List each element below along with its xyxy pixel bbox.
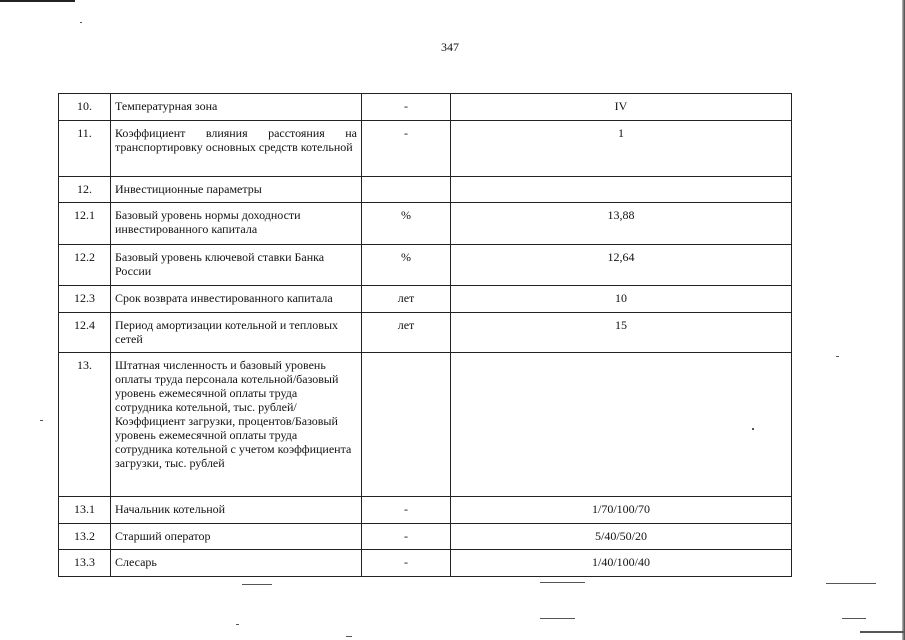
parameters-table xyxy=(58,93,792,577)
row-value: 1 xyxy=(451,121,792,177)
row-value: 1/40/100/40 xyxy=(451,550,792,577)
table-row xyxy=(59,286,792,313)
row-name: Инвестиционные параметры xyxy=(111,177,362,203)
row-name: Слесарь xyxy=(111,550,362,577)
row-unit: % xyxy=(362,245,451,286)
row-number: 12. xyxy=(59,177,111,203)
row-unit xyxy=(362,177,451,203)
table-row xyxy=(59,245,792,286)
row-name: Период амортизации котельной и тепловых сетей xyxy=(111,313,362,353)
table-row xyxy=(59,313,792,353)
scan-speck xyxy=(540,582,585,583)
page-number: 347 xyxy=(441,40,459,54)
scan-speck xyxy=(40,420,43,421)
row-value: 13,88 xyxy=(451,203,792,245)
row-number: 13. xyxy=(59,353,111,497)
row-name: Базовый уровень ключевой ставки Банка России xyxy=(111,245,362,286)
scan-edge-top xyxy=(0,0,75,2)
scan-speck xyxy=(346,636,352,637)
row-name: Штатная численность и базовый уровень оплаты труда персонала котельной/базовый уровень ежемесячной оплаты труда сотрудника котельной, тыс. рублей/Коэффициент загрузки, процентов/Базовый уровень ежемесячной оплаты труда сотрудника котельной с учетом коэффициента загрузки, тыс. рублей xyxy=(111,353,362,497)
table-row xyxy=(59,94,792,121)
row-number: 13.1 xyxy=(59,497,111,524)
row-name: Начальник котельной xyxy=(111,497,362,524)
scan-speck xyxy=(842,618,866,619)
row-unit: % xyxy=(362,203,451,245)
table-row xyxy=(59,203,792,245)
scan-speck xyxy=(860,631,905,633)
row-value: 1/70/100/70 xyxy=(451,497,792,524)
row-number: 13.2 xyxy=(59,524,111,550)
row-value: 5/40/50/20 xyxy=(451,524,792,550)
scan-speck xyxy=(836,356,839,357)
row-name: Коэффициент влияния расстояния на транспортировку основных средств котельной xyxy=(111,121,362,177)
scan-speck xyxy=(540,618,575,619)
row-unit: - xyxy=(362,497,451,524)
table-row xyxy=(59,121,792,177)
scan-speck xyxy=(752,428,754,430)
row-number: 13.3 xyxy=(59,550,111,577)
row-unit: - xyxy=(362,550,451,577)
row-value: 12,64 xyxy=(451,245,792,286)
scan-speck xyxy=(80,22,82,23)
row-number: 11. xyxy=(59,121,111,177)
row-value: 15 xyxy=(451,313,792,353)
row-unit: лет xyxy=(362,313,451,353)
row-number: 12.4 xyxy=(59,313,111,353)
row-number: 12.3 xyxy=(59,286,111,313)
row-number: 10. xyxy=(59,94,111,121)
table-row xyxy=(59,497,792,524)
row-unit: лет xyxy=(362,286,451,313)
row-unit: - xyxy=(362,94,451,121)
row-name: Температурная зона xyxy=(111,94,362,121)
row-unit: - xyxy=(362,121,451,177)
row-name: Базовый уровень нормы доходности инвестированного капитала xyxy=(111,203,362,245)
row-unit: - xyxy=(362,524,451,550)
table-row xyxy=(59,524,792,550)
table-row xyxy=(59,177,792,203)
row-value: IV xyxy=(451,94,792,121)
row-unit xyxy=(362,353,451,497)
row-name: Срок возврата инвестированного капитала xyxy=(111,286,362,313)
table-row xyxy=(59,550,792,577)
table-row xyxy=(59,353,792,497)
scan-speck xyxy=(236,624,239,625)
row-number: 12.2 xyxy=(59,245,111,286)
row-number: 12.1 xyxy=(59,203,111,245)
scan-speck xyxy=(826,583,876,584)
row-name: Старший оператор xyxy=(111,524,362,550)
row-value xyxy=(451,177,792,203)
row-value xyxy=(451,353,792,497)
scan-speck xyxy=(242,584,272,585)
row-value: 10 xyxy=(451,286,792,313)
